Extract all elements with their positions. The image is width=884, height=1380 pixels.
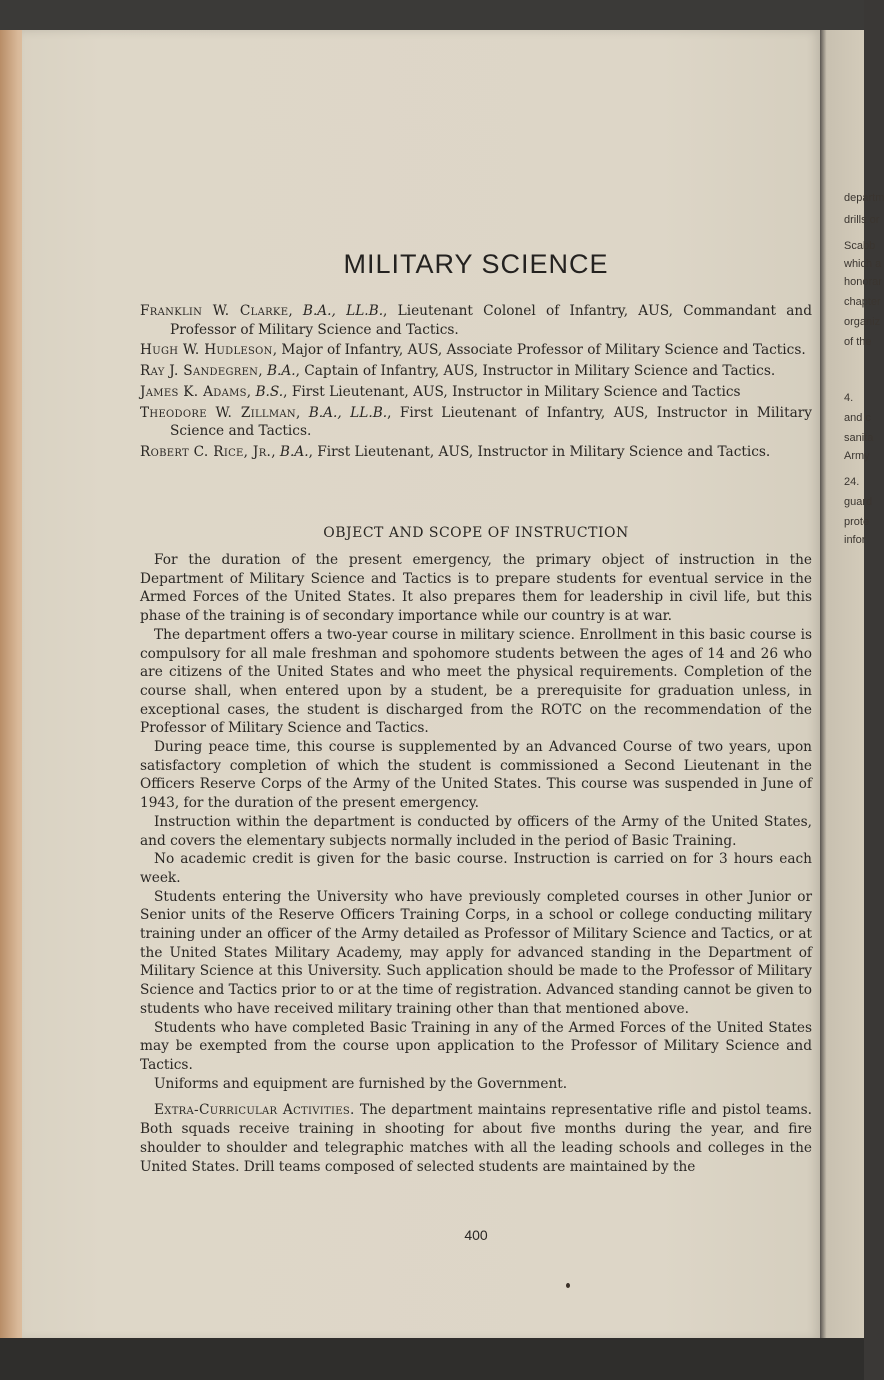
paragraph: For the duration of the present emergency, the primary object of instruction in the Department of Military Science and Tactics is to prepare students for eventual service in the Armed Forces of the United States. It also prepares them for leadership in civil life, but this phase of the training is of secondary importance while our country is at war. (140, 552, 812, 625)
staff-name: Robert C. Rice, Jr. (140, 443, 272, 460)
adjacent-page-text: and c (844, 412, 871, 424)
body-text (140, 551, 812, 1176)
scanner-bottom-bar (0, 1338, 864, 1380)
adjacent-page-text: of the (844, 336, 872, 348)
paragraph: No academic credit is given for the basic course. Instruction is carried on for 3 hours each week. (140, 851, 812, 886)
staff-entry (140, 341, 812, 360)
adjacent-page-text: which a (844, 258, 882, 270)
adjacent-page-text: infor (844, 534, 866, 546)
adjacent-page-edge (820, 30, 884, 1340)
staff-role: , Major of Infantry, AUS, Associate Professor of Military Science and Tactics. (272, 342, 806, 359)
paragraph: During peace time, this course is supplemented by an Advanced Course of two years, upon satisfactory completion of which the student is commissioned a Second Lieutenant in the Officers Reserve Corps of the Army of the United States. This course was suspended in June of 1943, for the duration of the present emergency. (140, 739, 812, 812)
staff-degrees: B.A., LL.B. (308, 404, 388, 421)
adjacent-page-text: guard (844, 496, 873, 508)
staff-role: , Captain of Infantry, AUS, Instructor in Military Science and Tactics. (295, 363, 776, 380)
staff-name: James K. Adams (140, 383, 247, 400)
adjacent-page-text: drills or (844, 214, 880, 226)
adjacent-page-text: 4. (844, 392, 854, 404)
staff-role: , First Lieutenant, AUS, Instructor in Military Science and Tactics (283, 383, 741, 400)
adjacent-page-text: organiz (844, 316, 881, 328)
staff-entry: Ray J. Sandegren, B.A., Captain of Infantry, AUS, Instructor in Military Science and Tactics. (140, 363, 776, 380)
ink-speck (566, 1283, 570, 1288)
page-number: 400 (464, 1227, 488, 1243)
staff-degrees: B.S. (255, 383, 284, 400)
staff-entry: Theodore W. Zillman, B.A., LL.B., First Lieutenant of Infantry, AUS, Instructor in Military Science and Tactics. (140, 404, 812, 440)
adjacent-page-text: Scabb (844, 240, 876, 252)
staff-role: , First Lieutenant, AUS, Instructor in Military Science and Tactics. (308, 443, 771, 460)
staff-degrees: B.A. (266, 363, 296, 380)
staff-name: Ray J. Sandegren (140, 363, 259, 380)
staff-degrees: B.A. (279, 443, 309, 460)
staff-name: Theodore W. Zillman (140, 404, 296, 421)
staff-role: , Lieutenant Colonel of Infantry, AUS, Commandant and Professor of Military Science and Tactics. (170, 303, 812, 338)
extra-curricular-paragraph (140, 1101, 812, 1176)
staff-name: Franklin W. Clarke (140, 303, 289, 319)
adjacent-page-text: sanita (844, 432, 874, 444)
section-heading: OBJECT AND SCOPE OF INSTRUCTION (323, 525, 629, 541)
staff-entry: Franklin W. Clarke, B.A., LL.B., Lieutenant Colonel of Infantry, AUS, Commandant and Professor of Military Science and Tactics. (140, 303, 812, 338)
adjacent-page-text: Army (844, 450, 870, 462)
paragraph: Instruction within the department is conducted by officers of the Army of the United States, and covers the elementary subjects normally included in the period of Basic Training. (140, 813, 812, 849)
paragraph: The department offers a two-year course in military science. Enrollment in this basic course is compulsory for all male freshman and spohomore students between the ages of 14 and 26 who are citizens of the United States and who meet the physical requirements. Completion of the course shall, when entered upon by a student, be a prerequisite for graduation unless, in exceptional cases, the student is discharged from the ROTC on the recommendation of the Professor of Military Science and Tactics. (140, 626, 812, 737)
adjacent-page-text: honorar (844, 276, 882, 288)
adjacent-page-text: prote (844, 516, 870, 528)
page-title: MILITARY SCIENCE (343, 249, 609, 279)
adjacent-page-text: departm (844, 192, 884, 204)
adjacent-page-text: 24. (844, 476, 860, 488)
staff-role: , First Lieutenant of Infantry, AUS, Instructor in Military Science and Tactics. (170, 404, 812, 440)
staff-degrees: B.A., LL.B. (302, 303, 384, 319)
staff-list (140, 302, 812, 464)
extra-curricular-label: Extra-Curricular Activities. (154, 1102, 355, 1119)
paragraph: Students entering the University who have previously completed courses in other Junior or Senior units of the Reserve Officers Training Corps, in a school or college conducting military training under an officer of the Army detailed as Professor of Military Science and Tactics, or at the United States Military Academy, may apply for advanced standing in the Department of Military Science at this University. Such application should be made to the Professor of Military Science and Tactics prior to or at the time of registration. Advanced standing cannot be given to students who have received military training other than that mentioned above. (140, 888, 812, 1017)
staff-entry: James K. Adams, B.S., First Lieutenant, AUS, Instructor in Military Science and Tactics (140, 383, 741, 400)
paragraph: Students who have completed Basic Training in any of the Armed Forces of the United States may be exempted from the course upon application to the Professor of Military Science and Tactics. (140, 1019, 812, 1073)
book-page (22, 30, 822, 1340)
paragraph: Uniforms and equipment are furnished by the Government. (154, 1075, 568, 1092)
staff-name: Hugh W. Hudleson (140, 342, 273, 359)
staff-entry: Robert C. Rice, Jr., B.A., First Lieutenant, AUS, Instructor in Military Science and Tactics. (140, 443, 771, 460)
adjacent-page-text: chapter (844, 296, 881, 308)
extra-curricular-text: The department maintains representative rifle and pistol teams. Both squads receive training in shooting for about five months during the year, and fire shoulder to shoulder and telegraphic matches with all the leading schools and colleges in the United States. Drill teams composed of selected students are maintained by the (140, 1102, 812, 1175)
